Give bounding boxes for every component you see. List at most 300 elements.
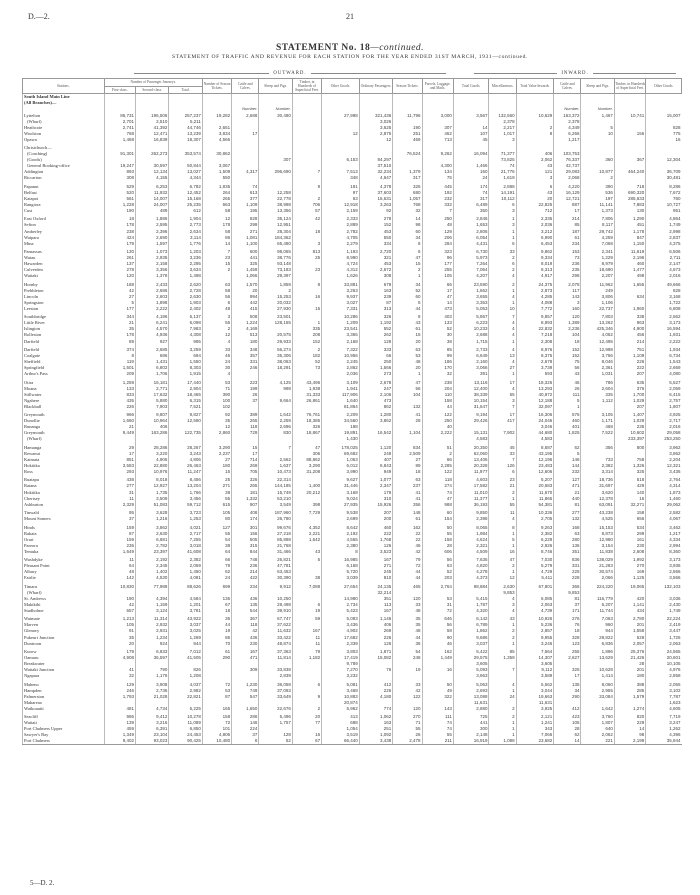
table-cell: 270: [614, 563, 645, 569]
table-cell: 98: [614, 732, 645, 738]
table-cell: 5,211: [169, 119, 202, 125]
table-cell: 143: [422, 706, 453, 712]
table-cell: 2,510: [135, 119, 168, 125]
table-cell: 23,682: [516, 738, 554, 745]
table-cell: 1,501: [104, 365, 135, 371]
table-cell: 48: [393, 359, 422, 365]
table-cell: 28,498: [259, 602, 292, 608]
table-cell: 16,542: [359, 430, 392, 436]
table-cell: 36: [393, 641, 422, 647]
table-cell: 2,382: [581, 463, 614, 469]
table-cell: 7,088: [292, 584, 321, 590]
table-cell: 248: [359, 451, 392, 457]
station-name: Waimate: [23, 616, 105, 622]
station-name: Stillwater: [23, 392, 105, 398]
table-cell: 40,872: [516, 392, 554, 398]
table-cell: 1,326: [614, 463, 645, 469]
table-cell: 1,066: [232, 273, 259, 279]
table-cell: 12: [202, 332, 231, 338]
table-cell: 357: [232, 353, 259, 359]
table-cell: 61: [554, 235, 581, 241]
table-cell: 187: [554, 229, 581, 235]
table-cell: 264: [202, 190, 231, 196]
table-cell: 48: [422, 222, 453, 228]
table-cell: 1,749: [646, 222, 682, 228]
table-cell: 117,906: [322, 392, 360, 398]
table-cell: 85: [554, 222, 581, 228]
table-cell: 2,308: [516, 339, 554, 345]
table-cell: 177: [104, 306, 135, 312]
table-cell: 3: [489, 602, 516, 608]
table-cell: 8,979: [581, 261, 614, 267]
col-header-miscellaneous: Miscellaneous.: [489, 79, 516, 94]
table-cell: 1: [554, 404, 581, 410]
table-cell: 44,680: [516, 430, 554, 436]
table-cell: 606: [422, 549, 453, 555]
table-cell: 1,141: [614, 602, 645, 608]
table-cell: 5,422: [453, 649, 489, 655]
table-cell: 206: [422, 235, 453, 241]
table-cell: 62: [554, 732, 581, 738]
table-cell: 2,207: [581, 273, 614, 279]
table-cell: 1,807: [581, 720, 614, 726]
table-cell: 2: [202, 326, 231, 332]
station-name: Woolston: [23, 131, 105, 137]
table-cell: 4,378: [359, 184, 392, 190]
table-cell: 1,159: [135, 602, 168, 608]
table-cell: 3,456: [169, 496, 202, 502]
table-cell: 640: [581, 726, 614, 732]
table-cell: 3,314: [581, 469, 614, 475]
table-cell: 37: [232, 732, 259, 738]
table-cell: 2,063: [516, 602, 554, 608]
table-cell: 8,990: [322, 255, 360, 261]
table-cell: 88,862: [292, 457, 321, 463]
station-name: Palmerston: [23, 694, 105, 700]
table-cell: 438: [104, 477, 135, 483]
table-cell: 49: [422, 688, 453, 694]
table-cell: 95: [104, 510, 135, 516]
table-cell: 285,633: [614, 196, 645, 202]
table-cell: 335: [292, 326, 321, 332]
table-cell: 2: [489, 706, 516, 712]
table-cell: 317: [393, 175, 422, 181]
table-cell: 2,192: [135, 557, 168, 563]
table-cell: 2,782: [135, 543, 168, 549]
table-cell: 90,425: [169, 738, 202, 745]
table-cell: 86: [202, 235, 231, 241]
table-cell: 3,628: [135, 510, 168, 516]
table-cell: 33: [489, 451, 516, 457]
station-name: Waikouaiti: [23, 706, 105, 712]
table-cell: 222: [614, 365, 645, 371]
table-cell: 32: [422, 371, 453, 377]
table-cell: 834: [393, 445, 422, 451]
table-cell: 66: [422, 282, 453, 288]
table-cell: 663: [202, 202, 231, 208]
table-cell: 2,148: [453, 732, 489, 738]
table-cell: 4,906: [135, 457, 168, 463]
table-cell: 43,195: [516, 451, 554, 457]
table-cell: 1,934: [646, 347, 682, 353]
station-name: Hokitika: [23, 490, 105, 496]
table-cell: 8: [489, 525, 516, 531]
col-header-cattle-inward: Cattle and Calves.: [554, 79, 581, 94]
table-cell: 122: [422, 469, 453, 475]
table-cell: 11: [104, 496, 135, 502]
table-cell: 13: [489, 353, 516, 359]
table-cell: 10,105: [646, 661, 682, 667]
table-cell: 222: [359, 531, 392, 537]
station-name: Chertsey: [23, 496, 105, 502]
col-header-ordinary-passengers: Ordinary Passengers.: [359, 79, 392, 94]
table-cell: 21: [104, 320, 135, 326]
table-cell: 12,927: [135, 483, 168, 489]
table-cell: 87: [104, 531, 135, 537]
table-cell: 830: [259, 430, 292, 436]
table-cell: 994: [232, 294, 259, 300]
table-cell: 60: [393, 229, 422, 235]
table-cell: 1,229: [581, 255, 614, 261]
table-cell: 2,780: [614, 616, 645, 622]
table-cell: 19,891: [322, 430, 360, 436]
table-cell: 24,453: [169, 732, 202, 738]
table-cell: 245: [359, 569, 392, 575]
table-cell: 251: [393, 131, 422, 137]
table-cell: 705: [232, 469, 259, 475]
table-cell: 9,402: [104, 738, 135, 745]
table-cell: 2,982: [169, 688, 202, 694]
table-cell: 612: [169, 208, 202, 214]
table-cell: 45: [453, 137, 489, 143]
table-cell: 3,114: [169, 235, 202, 241]
table-cell: 2,736: [135, 688, 168, 694]
table-cell: 471: [554, 483, 581, 489]
table-cell: 74: [453, 190, 489, 196]
table-cell: 2,378: [489, 119, 516, 125]
table-cell: 1,109: [232, 202, 259, 208]
table-cell: 2,209: [322, 412, 360, 418]
table-cell: 236: [104, 543, 135, 549]
table-cell: 966: [104, 412, 135, 418]
table-cell: 2,764: [422, 584, 453, 590]
station-name: Waitaki: [23, 273, 105, 279]
table-cell: 18,307: [169, 137, 202, 143]
table-cell: 56: [393, 386, 422, 392]
table-cell: 16,181: [135, 380, 168, 386]
table-cell: 22,314: [259, 477, 292, 483]
table-cell: 180: [614, 673, 645, 679]
table-cell: 4,285: [516, 294, 554, 300]
table-cell: 37,363: [259, 649, 292, 655]
table-cell: 163,286: [135, 430, 168, 436]
table-cell: 9,334: [516, 255, 554, 261]
table-cell: 6,012: [322, 463, 360, 469]
table-cell: 10,877: [581, 169, 614, 175]
table-cell: 10,964: [135, 418, 168, 424]
table-cell: 6,506: [646, 249, 682, 255]
table-cell: 265: [202, 196, 231, 202]
table-cell: 63: [393, 347, 422, 353]
table-cell: 37,603: [359, 190, 392, 196]
table-cell: 15,749: [259, 490, 292, 496]
table-cell: 14: [422, 300, 453, 306]
table-cell: 1: [393, 371, 422, 377]
table-cell: 86: [202, 635, 231, 641]
table-cell: 250: [422, 216, 453, 222]
table-cell: 5: [554, 398, 581, 404]
table-cell: 2,430: [646, 602, 682, 608]
table-cell: 11,631: [453, 700, 489, 706]
table-cell: 3,027: [322, 300, 360, 306]
table-cell: 179: [104, 649, 135, 655]
table-cell: 38: [422, 339, 453, 345]
table-cell: 768: [393, 202, 422, 208]
table-cell: 1,550: [169, 359, 202, 365]
table-cell: 107: [453, 131, 489, 137]
table-cell: 8: [104, 353, 135, 359]
table-cell: 20,212: [292, 490, 321, 496]
table-cell: 6: [292, 682, 321, 688]
table-cell: 10,629: [516, 113, 554, 119]
table-cell: 321: [359, 255, 392, 261]
table-cell: 224: [232, 726, 259, 732]
table-cell: 10,278: [169, 714, 202, 720]
table-cell: 7,513: [322, 169, 360, 175]
table-cell: 3,567: [453, 113, 489, 119]
table-cell: 3,655: [453, 294, 489, 300]
table-cell: 54: [202, 537, 231, 543]
table-cell: 105: [202, 510, 231, 516]
table-cell: 307: [422, 125, 453, 131]
table-cell: 7,255: [169, 537, 202, 543]
table-cell: 54,381: [516, 502, 554, 508]
table-cell: 262: [359, 332, 392, 338]
table-cell: 6,223: [453, 320, 489, 326]
table-cell: 5,423: [322, 608, 360, 614]
table-cell: 298: [554, 273, 581, 279]
table-cell: 73: [554, 255, 581, 261]
table-cell: 7,064: [453, 267, 489, 273]
table-cell: 199: [232, 386, 259, 392]
station-name: Cust: [23, 208, 105, 214]
table-cell: 3,447: [646, 628, 682, 634]
station-name: Dunollie: [23, 418, 105, 424]
table-cell: 138,029: [581, 557, 614, 563]
table-cell: 46: [393, 543, 422, 549]
table-cell: 2,121: [516, 714, 554, 720]
table-cell: 8,746: [516, 549, 554, 555]
table-cell: 40: [422, 424, 453, 430]
table-cell: 12: [322, 131, 360, 137]
table-cell: 30,597: [135, 163, 168, 169]
table-cell: 2,333: [322, 216, 360, 222]
table-cell: 37: [232, 398, 259, 404]
table-cell: 1,597: [135, 241, 168, 247]
table-cell: 376: [614, 386, 645, 392]
table-cell: 257,237: [169, 113, 202, 119]
table-cell: 230: [614, 543, 645, 549]
table-cell: 3: [516, 175, 554, 181]
table-cell: 162: [393, 525, 422, 531]
station-name: Papanui: [23, 184, 105, 190]
table-cell: 7: [489, 667, 516, 673]
table-cell: 1,938: [292, 386, 321, 392]
table-cell: 353,574: [169, 151, 202, 157]
table-cell: 367: [614, 157, 645, 163]
station-name: Oamaru: [23, 655, 105, 661]
table-cell: 3,806: [581, 294, 614, 300]
table-cell: 105: [104, 622, 135, 628]
table-cell: 7,522: [581, 430, 614, 436]
table-cell: 127: [202, 525, 231, 531]
table-cell: 4,259: [581, 235, 614, 241]
table-cell: 14: [393, 216, 422, 222]
table-cell: 2,192: [322, 531, 360, 537]
table-cell: 22,832: [516, 326, 554, 332]
table-cell: 338: [614, 314, 645, 320]
table-cell: 192: [422, 190, 453, 196]
table-cell: 851: [104, 457, 135, 463]
table-cell: 2: [489, 563, 516, 569]
table-cell: 6,415: [646, 392, 682, 398]
station-name: Hokitika: [23, 463, 105, 469]
table-cell: 2,889: [322, 222, 360, 228]
table-cell: 2,160: [453, 359, 489, 365]
table-cell: 1,558: [614, 628, 645, 634]
table-cell: 87: [202, 694, 231, 700]
table-cell: 10,628: [581, 667, 614, 673]
col-header-station: Stations.: [23, 79, 105, 94]
table-cell: 36,709: [646, 169, 682, 175]
table-cell: 760: [646, 196, 682, 202]
table-cell: 4,729: [516, 569, 554, 575]
table-cell: 2,734: [322, 602, 360, 608]
table-cell: 5: [489, 537, 516, 543]
table-cell: 2: [489, 635, 516, 641]
table-cell: 163: [359, 720, 392, 726]
table-cell: 1,104: [393, 430, 422, 436]
table-cell: 4,624: [453, 537, 489, 543]
table-cell: 7,066: [516, 732, 554, 738]
table-cell: 9: [292, 694, 321, 700]
table-cell: 148: [393, 510, 422, 516]
table-cell: 1,182: [292, 655, 321, 661]
table-cell: 3,356: [135, 267, 168, 273]
table-cell: 826: [169, 667, 202, 673]
table-cell: 3,109: [322, 380, 360, 386]
table-cell: 2,627: [554, 655, 581, 661]
table-cell: 43: [292, 549, 321, 555]
table-cell: 3,634: [169, 267, 202, 273]
table-cell: 207: [614, 371, 645, 377]
table-cell: 20,328: [453, 463, 489, 469]
table-cell: 456: [614, 332, 645, 338]
table-cell: 2,062: [581, 732, 614, 738]
table-cell: 536: [581, 190, 614, 196]
table-cell: 7: [422, 208, 453, 214]
table-cell: 15,253: [259, 294, 292, 300]
table-cell: 1,749: [646, 608, 682, 614]
table-cell: 6,229: [516, 537, 554, 543]
table-cell: 453: [359, 261, 392, 267]
table-cell: 5: [393, 300, 422, 306]
table-cell: 473: [422, 306, 453, 312]
table-cell: 12,304: [646, 157, 682, 163]
table-cell: 61: [393, 516, 422, 522]
station-name: Pareora: [23, 543, 105, 549]
table-cell: 64: [202, 549, 231, 555]
table-cell: 6: [489, 469, 516, 475]
table-cell: 367: [232, 616, 259, 622]
table-cell: 262,273: [135, 151, 168, 157]
table-cell: 52: [259, 738, 292, 745]
table-cell: 406: [359, 622, 392, 628]
table-cell: 211: [422, 738, 453, 745]
table-cell: 963: [614, 320, 645, 326]
table-cell: 27,930: [259, 306, 292, 312]
table-cell: 351: [554, 549, 581, 555]
station-name: Glenavy: [23, 628, 105, 634]
table-cell: 1: [393, 273, 422, 279]
table-cell: 7,787: [646, 694, 682, 700]
table-cell: 748: [232, 557, 259, 563]
table-cell: 1,449: [422, 655, 453, 661]
table-cell: 988: [422, 502, 453, 508]
table-cell: 23,397: [135, 549, 168, 555]
table-cell: 23,590: [453, 282, 489, 288]
station-name: Opawa: [23, 137, 105, 143]
col-header-second-class: Second-class.: [135, 86, 168, 94]
table-cell: 423: [554, 714, 581, 720]
station-name: Maheno: [23, 682, 105, 688]
table-cell: 360: [581, 157, 614, 163]
table-cell: 18: [104, 216, 135, 222]
table-cell: 635: [614, 380, 645, 386]
page-code-bottom: 5—D. 2.: [30, 879, 55, 887]
table-cell: 209: [104, 371, 135, 377]
table-cell: 11,796: [393, 113, 422, 119]
table-cell: 4,196: [135, 314, 168, 320]
station-name: Blackball: [23, 404, 105, 410]
table-cell: 4: [489, 347, 516, 353]
table-cell: 13,356: [259, 208, 292, 214]
table-cell: 58: [202, 208, 231, 214]
table-cell: 33,838: [259, 667, 292, 673]
table-cell: 1,642: [581, 706, 614, 712]
table-cell: 3,173: [646, 320, 682, 326]
station-name: Little River: [23, 320, 105, 326]
table-cell: 12,951: [259, 222, 292, 228]
table-cell: 66: [422, 457, 453, 463]
table-cell: 552: [359, 326, 392, 332]
table-cell: 1,373: [581, 208, 614, 214]
table-cell: 2,932: [135, 622, 168, 628]
table-cell: 828: [646, 125, 682, 131]
table-cell: 63: [554, 531, 581, 537]
table-cell: 1,208: [169, 673, 202, 679]
station-name: Darfield: [23, 339, 105, 345]
table-cell: 20,874: [322, 700, 360, 706]
table-cell: 271: [232, 229, 259, 235]
table-cell: 136: [202, 596, 231, 602]
table-cell: 89: [393, 463, 422, 469]
table-cell: 4,820: [453, 563, 489, 569]
table-cell: 3,862: [359, 418, 392, 424]
table-cell: 113: [359, 602, 392, 608]
table-cell: 6: [393, 249, 422, 255]
table-cell: 2,347: [359, 483, 392, 489]
